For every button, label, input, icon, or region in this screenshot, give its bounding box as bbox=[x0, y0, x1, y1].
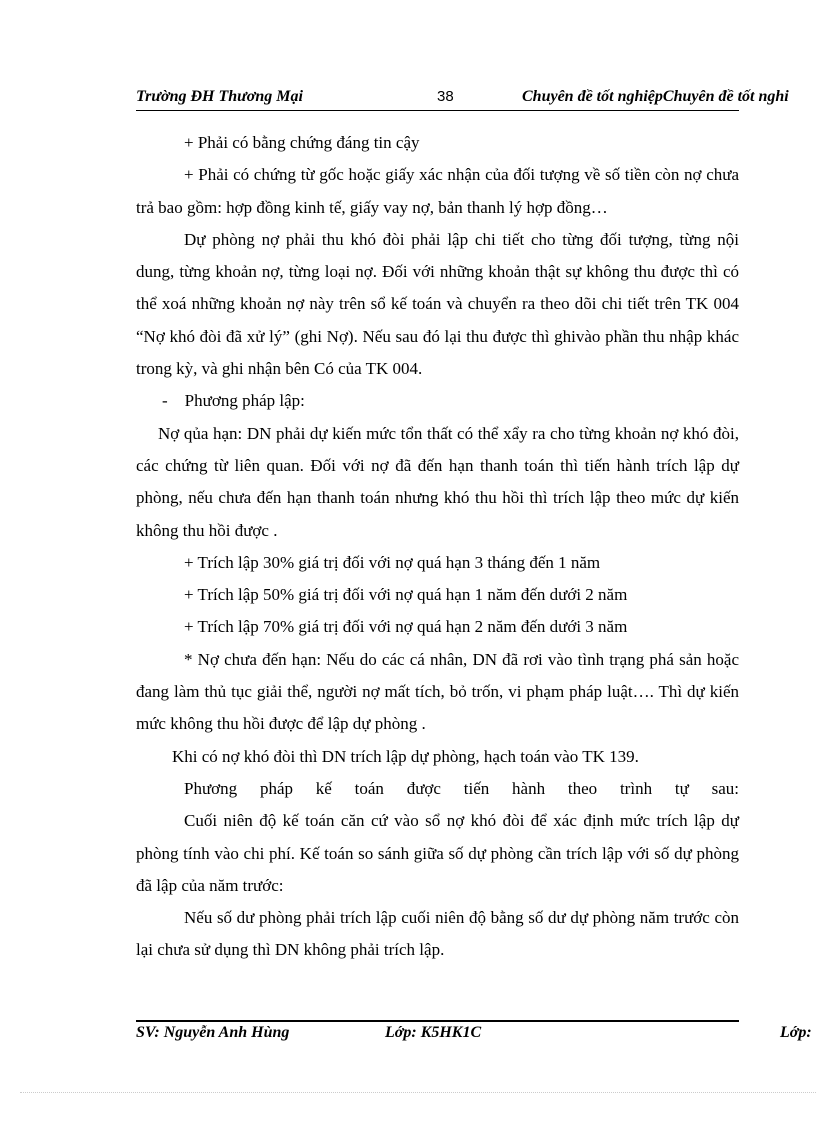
footer-rule bbox=[136, 1020, 739, 1022]
paragraph-documents: + Phải có chứng từ gốc hoặc giấy xác nhận của đối tượng về số tiền còn nợ chưa trả bao gồm: hợp đồng kinh tế, giấy vay nợ, bản thanh lý hợp đồng… bbox=[136, 165, 739, 217]
page-header bbox=[0, 86, 816, 112]
page-number: 38 bbox=[437, 88, 454, 105]
paragraph-year-end: Cuối niên độ kế toán căn cứ vào sổ nợ khó đòi để xác định mức trích lập dự phòng tính vào chi phí. Kế toán so sánh giữa số dự phòng cần trích lập với số dự phòng đã lập của năm trước: bbox=[136, 811, 739, 895]
footer-class: Lớp: K5HK1C bbox=[385, 1024, 482, 1041]
footer-student: SV: Nguyễn Anh Hùng bbox=[136, 1024, 290, 1041]
paragraph-procedure: Phương pháp kế toán được tiến hành theo trình tự sau: bbox=[184, 778, 739, 798]
header-rule bbox=[136, 110, 739, 111]
footer-class-cut: Lớp: bbox=[780, 1024, 812, 1041]
paragraph-rate-30: + Trích lập 30% giá trị đối với nợ quá hạn 3 tháng đến 1 năm bbox=[184, 552, 601, 572]
paragraph-provision-detail: Dự phòng nợ phải thu khó đòi phải lập chi tiết cho từng đối tượng, từng nội dung, từng khoản nợ, từng loại nợ. Đối với những khoản thật sự không thu được thì có thể xoá những khoản nợ này trên sổ kế toán và chuyển ra theo dõi chi tiết trên TK 004 “Nợ khó đòi đã xử lý” (ghi Nợ). Nếu sau đó lại thu được thì ghivào phần thu nhập khác trong kỳ, và ghi nhận bên Có của TK 004. bbox=[136, 229, 739, 379]
paragraph-method-heading: - Phương pháp lập: bbox=[162, 391, 305, 411]
paragraph-equal-balance: Nếu số dư phòng phải trích lập cuối niên độ bằng số dư dự phòng năm trước còn lại chưa sử dụng thì DN không phải trích lập. bbox=[136, 908, 739, 960]
header-school: Trường ĐH Thương Mại bbox=[136, 88, 303, 105]
page-edge-dots bbox=[20, 1092, 816, 1093]
paragraph-evidence: + Phải có bằng chứng đáng tin cậy bbox=[184, 133, 420, 152]
paragraph-tk139: Khi có nợ khó đòi thì DN trích lập dự phòng, hạch toán vào TK 139. bbox=[172, 746, 639, 766]
paragraph-overdue: Nợ qủa hạn: DN phải dự kiến mức tổn thất có thể xẩy ra cho từng khoản nợ khó đòi, các chứng từ liên quan. Đối với nợ đã đến hạn thanh toán thì tiến hành trích lập dự phòng, nếu chưa đến hạn thanh toán nhưng khó thu hồi thì trích lập theo mức dự kiến không thu hồi được . bbox=[136, 423, 739, 540]
header-title: Chuyên đề tốt nghiệpChuyên đề tốt nghi bbox=[522, 88, 789, 105]
document-body bbox=[136, 127, 739, 967]
paragraph-rate-70: + Trích lập 70% giá trị đối với nợ quá hạn 2 năm đến dưới 3 năm bbox=[184, 617, 628, 637]
paragraph-rate-50: + Trích lập 50% giá trị đối với nợ quá hạn 1 năm đến dưới 2 năm bbox=[184, 585, 628, 605]
paragraph-not-due: * Nợ chưa đến hạn: Nếu do các cá nhân, DN đã rơi vào tình trạng phá sản hoặc đang làm thủ tục giải thể, người nợ mất tích, bỏ trốn, vi phạm pháp luật…. Thì dự kiến mức không thu hồi được để lập dự phòng . bbox=[136, 649, 739, 734]
